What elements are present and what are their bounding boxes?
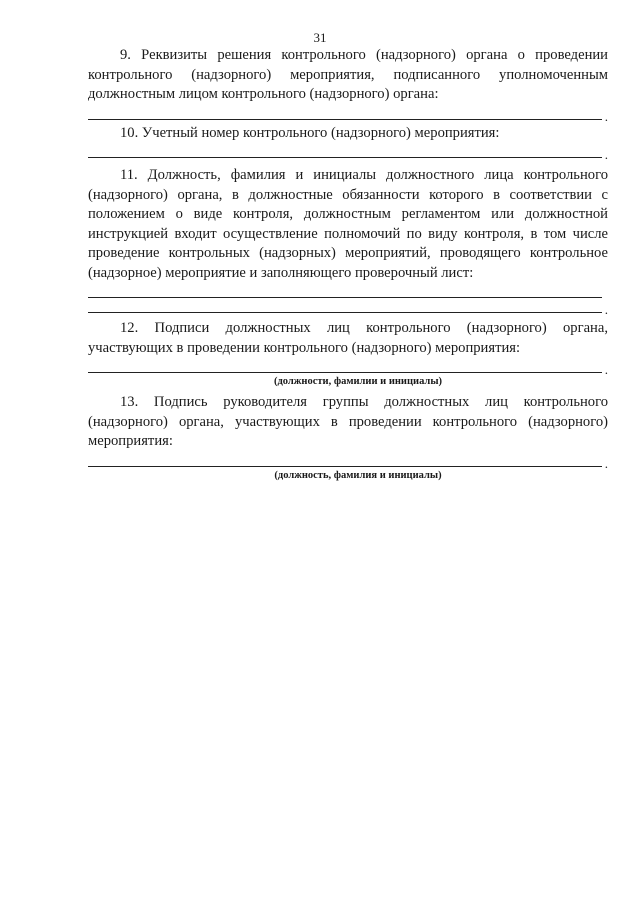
item-11-fill-line-1[interactable]	[88, 283, 602, 298]
item-9-end-mark: .	[604, 108, 608, 124]
item-10-text: 10. Учетный номер контрольного (надзорного) мероприятия:	[120, 124, 500, 141]
item-13-end-mark: .	[604, 455, 608, 471]
item-12-text: 12. Подписи должностных лиц контрольного (надзорного) органа, участвующих в проведении контрольного (надзорного) мероприятия:	[88, 320, 608, 356]
item-11-text: 11. Должность, фамилия и инициалы должностного лица контрольного (надзорного) органа, в должностные обязанности которого в соответствии с положением о виде контроля, должностным регламентом или должностной инструкцией входит осуществление полномочий по виду контроля, в том числе проведение контрольных (надзорных) мероприятий, проводящего контрольное (надзорное) мероприятие и заполняющего проверочный лист:	[88, 167, 608, 281]
form-content	[88, 46, 608, 483]
item-13-caption: (должность, фамилия и инициалы)	[274, 469, 442, 481]
item-12-end-mark: .	[604, 362, 608, 377]
item-13-fill-line[interactable]	[88, 452, 608, 471]
item-10-end-mark: .	[604, 147, 608, 162]
item-9-fill-line[interactable]	[88, 105, 608, 124]
item-13-text: 13. Подпись руководителя группы должностных лиц контрольного (надзорного) органа, участвующих в проведении контрольного (надзорного) мероприятия:	[88, 394, 608, 449]
item-9-text: 9. Реквизиты решения контрольного (надзорного) органа о проведении контрольного (надзорного) мероприятия, подписанного уполномоченным должностным лицом контрольного (надзорного) органа:	[88, 47, 608, 102]
item-12-caption: (должности, фамилии и инициалы)	[273, 376, 443, 387]
item-11-end-mark: .	[604, 302, 608, 317]
item-10-fill-line[interactable]	[88, 143, 608, 162]
page-number: 31	[313, 30, 327, 45]
item-11-fill-line-2[interactable]	[88, 298, 608, 317]
item-12-fill-line[interactable]	[88, 358, 608, 377]
